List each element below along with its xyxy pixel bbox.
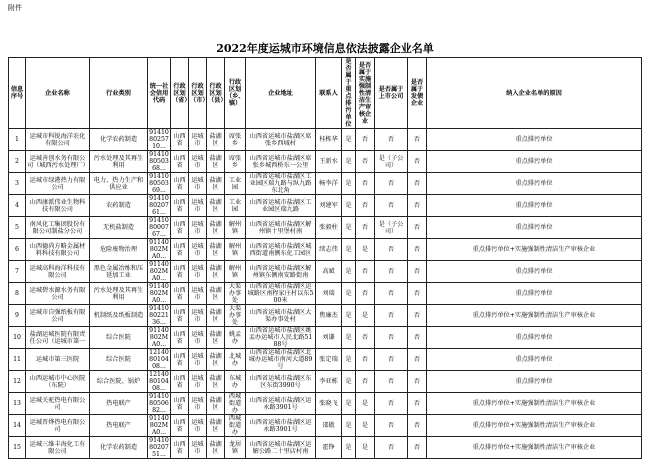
table-cell: 运城市科锐海洋农化有限公司 [26,129,90,151]
table-cell: 914108020751... [149,437,169,458]
table-cell: 是（子公司） [375,217,408,239]
table-cell: 刘瑞 [316,283,342,305]
table-cell: 914108000767... [149,217,169,238]
table-cell: 否 [408,327,427,349]
table-cell: 是 [342,283,356,305]
table-cell: 北城办 [225,349,246,371]
table-cell: 盐湖区 [207,327,225,349]
table-cell: 否 [408,305,427,327]
page-title: 2022年度运城市环境信息依法披露企业名单 [216,42,434,55]
table-cell: 山西省 [171,393,189,415]
table-cell: 是 [342,415,356,437]
column-header: 行政区划（乡、镇） [225,58,246,129]
table-cell: 是 [356,415,375,437]
table-cell: 运城市自强纸板有限公司 [26,305,90,327]
table-cell: 山西省 [171,415,189,437]
table-cell: 电力、热力生产和供应业 [90,173,148,195]
table-cell: 否 [408,261,427,283]
table-cell: 否 [408,217,427,239]
table-cell: 山西省 [171,437,189,459]
table-cell: 污水处理及其再生利用 [90,151,148,173]
table-cell: 运城市 [189,349,207,371]
table-cell: 山西省运城市盐湖区大渠办事处村 [246,305,316,327]
table-cell: 席张乡 [225,129,246,151]
table-cell: 化学农药制造 [90,437,148,459]
table-cell: 危险废物治理 [90,239,148,261]
table-cell: 否 [375,239,408,261]
table-cell: 否 [356,195,375,217]
table-cell: 运城市 [189,437,207,459]
table-cell: 重点排污单位+实施强制性清洁生产审核企业 [427,415,642,437]
table-cell: 运城市 [189,217,207,239]
table-cell: 山西省运城市盐湖区北城办运城市南河大道89号 [246,349,316,371]
table-cell: 91140802MA0... [149,261,169,282]
table-cell: 山西省运城市盐湖区席张乡城西桥东一公里 [246,151,316,173]
table-cell: 6 [9,239,26,261]
column-header: 是否属于实施强制性清洁生产审核企业 [356,58,375,129]
table-cell: 化学农药制造 [90,129,148,151]
table-cell: 8 [9,283,26,305]
table-cell: 重点排污单位 [427,173,642,195]
table-cell: 是 [342,327,356,349]
table-cell: 盐湖区 [207,239,225,261]
table-cell: 否 [375,305,408,327]
table-cell: 盐湖区 [207,151,225,173]
table-cell: 是（子公司） [375,151,408,173]
table-cell: 运城三维丰海化工有限公司 [26,437,90,459]
table-cell: 解州镇 [225,239,246,261]
table-cell: 是 [342,437,356,459]
table-cell: 盐湖区 [207,173,225,195]
table-row [9,305,642,327]
table-cell: 914108020761... [149,195,169,216]
table-cell: 姚孟办 [225,327,246,349]
table-cell: 解州镇 [225,217,246,239]
table-cell: 山西省运城市盐湖区工业园区瑞九路 [246,195,316,217]
table-cell: 914108022136... [149,305,169,326]
table-cell: 运城晋烨热电有限公司 [26,415,90,437]
table-cell: 盐湖区 [207,393,225,415]
table-cell: 运城市绿港热力有限公司 [26,173,90,195]
table-cell: 大渠办事处 [225,283,246,305]
table-cell: 重点排污单位 [427,261,642,283]
table-cell: 工业园 [225,195,246,217]
table-header-row [9,58,642,129]
table-cell: 否 [356,349,375,371]
table-cell: 重点排污单位 [427,349,642,371]
table-cell: 否 [375,283,408,305]
table-row [9,261,642,283]
table-cell: 11 [9,349,26,371]
table-cell: 15 [9,437,26,459]
table-cell: 否 [375,261,408,283]
table-cell: 否 [356,283,375,305]
table-row [9,283,642,305]
table-cell: 重点排污单位 [427,195,642,217]
column-header: 联系人 [316,58,342,129]
table-cell: 运城善创水务有限公司（城西污水处理厂） [26,151,90,173]
table-cell: 重点排污单位 [427,151,642,173]
table-row [9,151,642,173]
table-cell: 否 [408,239,427,261]
table-row [9,349,642,371]
table-cell: 91140802MA0... [149,415,169,436]
table-cell: 盐湖区 [207,415,225,437]
table-cell: 重点排污单位 [427,129,642,151]
table-cell: 运城市 [189,371,207,393]
table-cell: 重点排污单位+实施强制性清洁生产审核企业 [427,437,642,459]
table-row [9,173,642,195]
column-header: 企业名称 [26,58,90,129]
table-row [9,437,642,459]
table-cell: 盐湖区 [207,261,225,283]
table-cell: 山西省 [171,173,189,195]
table-cell: 盐湖区 [207,283,225,305]
table-row [9,239,642,261]
table-cell: 是 [342,261,356,283]
enterprise-table [8,57,642,459]
table-cell: 西城街道办 [225,415,246,437]
table-cell: 121408010408... [149,349,169,370]
table-cell: 山西运城市中心医院（东院） [26,371,90,393]
table-cell: 5 [9,217,26,239]
table-cell: 运城市 [189,239,207,261]
table-cell: 是 [356,239,375,261]
table-cell: 否 [356,371,375,393]
table-cell: 是 [342,195,356,217]
column-header: 统一社会信用代码 [148,58,171,129]
table-cell: 东城办 [225,371,246,393]
table-cell: 是 [342,217,356,239]
table-cell: 否 [408,195,427,217]
table-cell: 山西省运城市盐湖区席张乡西城村 [246,129,316,151]
table-cell: 是 [342,173,356,195]
table-cell: 解州镇 [225,261,246,283]
table-cell: 山西省运城市盐湖区东区东街3990号 [246,371,316,393]
table-cell: 西城街道办 [225,393,246,415]
column-header: 纳入企业名单的原因 [427,58,642,129]
column-header: 行政区划（市） [189,58,207,129]
table-cell: 张毅柱 [316,217,342,239]
table-cell: 是 [356,393,375,415]
table-cell: 否 [356,217,375,239]
table-cell: 工业园 [225,173,246,195]
table-row [9,129,642,151]
table-cell: 李亚栋 [316,371,342,393]
table-cell: 否 [356,151,375,173]
table-cell: 914108050682... [149,393,169,414]
table-cell: 运城关驼热电有限公司 [26,393,90,415]
table-cell: 大渠办事处 [225,305,246,327]
column-header: 企业地址 [246,58,316,129]
column-header: 行政区划（县） [207,58,225,129]
table-cell: 914108050369... [149,173,169,194]
table-cell: 否 [375,173,408,195]
table-cell: 运城碧水源水务有限公司 [26,283,90,305]
table-cell: 7 [9,261,26,283]
table-cell: 是 [342,151,356,173]
table-cell: 山西省 [171,239,189,261]
table-row [9,415,642,437]
table-cell: 无机盐制造 [90,217,148,239]
table-cell: 914108025710... [149,129,169,150]
table-row [9,371,642,393]
column-header: 行政区划（省） [171,58,189,129]
table-cell: 山西省运城市盐湖区运城路区南程家庄村以东500米 [246,283,316,305]
table-cell: 运城市 [189,261,207,283]
table-cell: 91140802MA0... [149,239,169,260]
table-cell: 黑色金属冶炼和压延加工业 [90,261,148,283]
table-cell: 4 [9,195,26,217]
table-cell: 综合医院 [90,327,148,349]
table-cell: 山西省 [171,327,189,349]
table-cell: 盐湖区 [207,305,225,327]
table-cell: 机制纸及纸板制造 [90,305,148,327]
table-cell: 污水处理及其再生利用 [90,283,148,305]
table-cell: 3 [9,173,26,195]
column-header: 行业类别 [90,58,148,129]
table-cell: 否 [408,129,427,151]
table-cell: 重点排污单位+实施强制性清洁生产审核企业 [427,393,642,415]
table-cell: 10 [9,327,26,349]
table-cell: 山西省 [171,151,189,173]
table-row [9,217,642,239]
table-cell: 是 [342,371,356,393]
table-cell: 盐湖运城医院有限责任公司（运城市第一 [26,327,90,349]
table-cell: 综合医院 [90,349,148,371]
table-cell: 续志伟 [316,239,342,261]
column-header: 是否属于发债企业 [408,58,427,129]
table-cell: 邵傲 [316,415,342,437]
table-cell: 盐湖区 [207,217,225,239]
table-cell: 山西省运城市盐湖区解州镇东侧南安路街南 [246,261,316,283]
table-cell: 山西省 [171,217,189,239]
table-cell: 席张乡 [225,151,246,173]
table-cell: 重点排污单位 [427,327,642,349]
table-cell: 否 [408,349,427,371]
table-cell: 山西省 [171,371,189,393]
table-cell: 否 [375,371,408,393]
table-cell: 914108050368... [149,151,169,172]
table-cell: 山西德尚方略金属材料科技有限公司 [26,239,90,261]
table-cell: 山西省运城市盐湖区运解公路二十里店村南 [246,437,316,459]
table-cell: 否 [408,151,427,173]
table-cell: 运城市 [189,393,207,415]
table-cell: 是 [342,305,356,327]
table-cell: 否 [356,327,375,349]
table-cell: 否 [408,283,427,305]
table-cell: 是 [342,393,356,415]
table-cell: 运城市 [189,327,207,349]
table-row [9,195,642,217]
table-cell: 否 [375,393,408,415]
table-cell: 山西省运城市盐湖区运永路3901号 [246,393,316,415]
table-cell: 91140802MA0... [149,283,169,304]
table-cell: 热电联产 [90,393,148,415]
table-cell: 盐湖区 [207,371,225,393]
table-cell: 重点排污单位+实施强制性清洁生产审核企业 [427,239,642,261]
table-cell: 重点排污单位 [427,217,642,239]
table-cell: 山西省 [171,283,189,305]
table-cell: 综合医院、锅炉 [90,371,148,393]
table-cell: 山西省运城市盐湖区城西街道南侧东化工园区 [246,239,316,261]
table-cell: 运城市 [189,283,207,305]
table-cell: 重点排污单位 [427,371,642,393]
table-cell: 运城市第三医院 [26,349,90,371]
table-cell: 是 [342,129,356,151]
table-cell: 盐湖区 [207,195,225,217]
table-cell: 张晓飞 [316,393,342,415]
table-cell: 1 [9,129,26,151]
table-cell: 焦廉杰 [316,305,342,327]
table-cell: 91140802MA0... [149,327,169,348]
table-cell: 山西省运城市盐湖区运永路3901号 [246,415,316,437]
table-cell: 14 [9,415,26,437]
table-cell: 霍铮 [316,437,342,459]
table-cell: 运城市 [189,305,207,327]
annex-label: 附件 [8,4,22,12]
table-cell: 否 [408,173,427,195]
table-cell: 是 [342,239,356,261]
table-cell: 盐湖区 [207,437,225,459]
table-cell: 农药制造 [90,195,148,217]
table-row [9,393,642,415]
column-header: 信息序号 [9,58,26,129]
table-cell: 2 [9,151,26,173]
table-cell: 重点排污单位 [427,283,642,305]
table-cell: 否 [408,415,427,437]
table-cell: 山西省 [171,261,189,283]
table-cell: 否 [356,261,375,283]
table-cell: 是 [356,437,375,459]
table-cell: 山西康派伟业生物科技有限公司 [26,195,90,217]
table-cell: 王新水 [316,151,342,173]
table-cell: 刘谦 [316,327,342,349]
table-cell: 否 [408,393,427,415]
table-cell: 否 [375,349,408,371]
table-cell: 龙居镇 [225,437,246,459]
table-cell: 9 [9,305,26,327]
table-cell: 否 [408,437,427,459]
table-cell: 否 [408,371,427,393]
table-cell: 13 [9,393,26,415]
table-cell: 山西省运城市盐湖区解州镇十里堡村南 [246,217,316,239]
column-header: 是否属于上市公司 [375,58,408,129]
table-cell: 否 [375,195,408,217]
table-cell: 是 [342,349,356,371]
table-cell: 运城市 [189,415,207,437]
table-cell: 盐湖区 [207,129,225,151]
table-cell: 南风化工集团股份有限公司制盐分公司 [26,217,90,239]
table-cell: 桂栋华 [316,129,342,151]
table-row [9,327,642,349]
table-cell: 张定瑞 [316,349,342,371]
table-cell: 热电联产 [90,415,148,437]
table-cell: 是 [356,305,375,327]
table-cell: 121408010408... [149,371,169,392]
table-cell: 山西省 [171,195,189,217]
table-cell: 畅李洋 [316,173,342,195]
table-cell: 山西省运城市盐湖区姚孟办运城市人民北路5188号 [246,327,316,349]
table-cell: 12 [9,371,26,393]
table-cell: 否 [375,129,408,151]
table-cell: 否 [375,415,408,437]
table-cell: 山西省 [171,349,189,371]
table-cell: 刘建军 [316,195,342,217]
table-cell: 否 [356,129,375,151]
table-cell: 盐湖区 [207,349,225,371]
table-cell: 山西省 [171,305,189,327]
table-cell: 否 [356,173,375,195]
table-cell: 高斌 [316,261,342,283]
table-cell: 山西省运城市盐湖区工业园区瑞九路与纵九路东北角 [246,173,316,195]
column-header: 是否属于重点排污单位 [342,58,356,129]
table-cell: 运城市 [189,129,207,151]
table-cell: 运城市 [189,195,207,217]
table-cell: 运城市 [189,173,207,195]
table-cell: 运城市 [189,151,207,173]
table-cell: 否 [375,437,408,459]
table-cell: 重点排污单位+实施强制性清洁生产审核企业 [427,305,642,327]
table-cell: 运城高科海洋科技有限公司 [26,261,90,283]
table-cell: 山西省 [171,129,189,151]
table-cell: 否 [375,327,408,349]
